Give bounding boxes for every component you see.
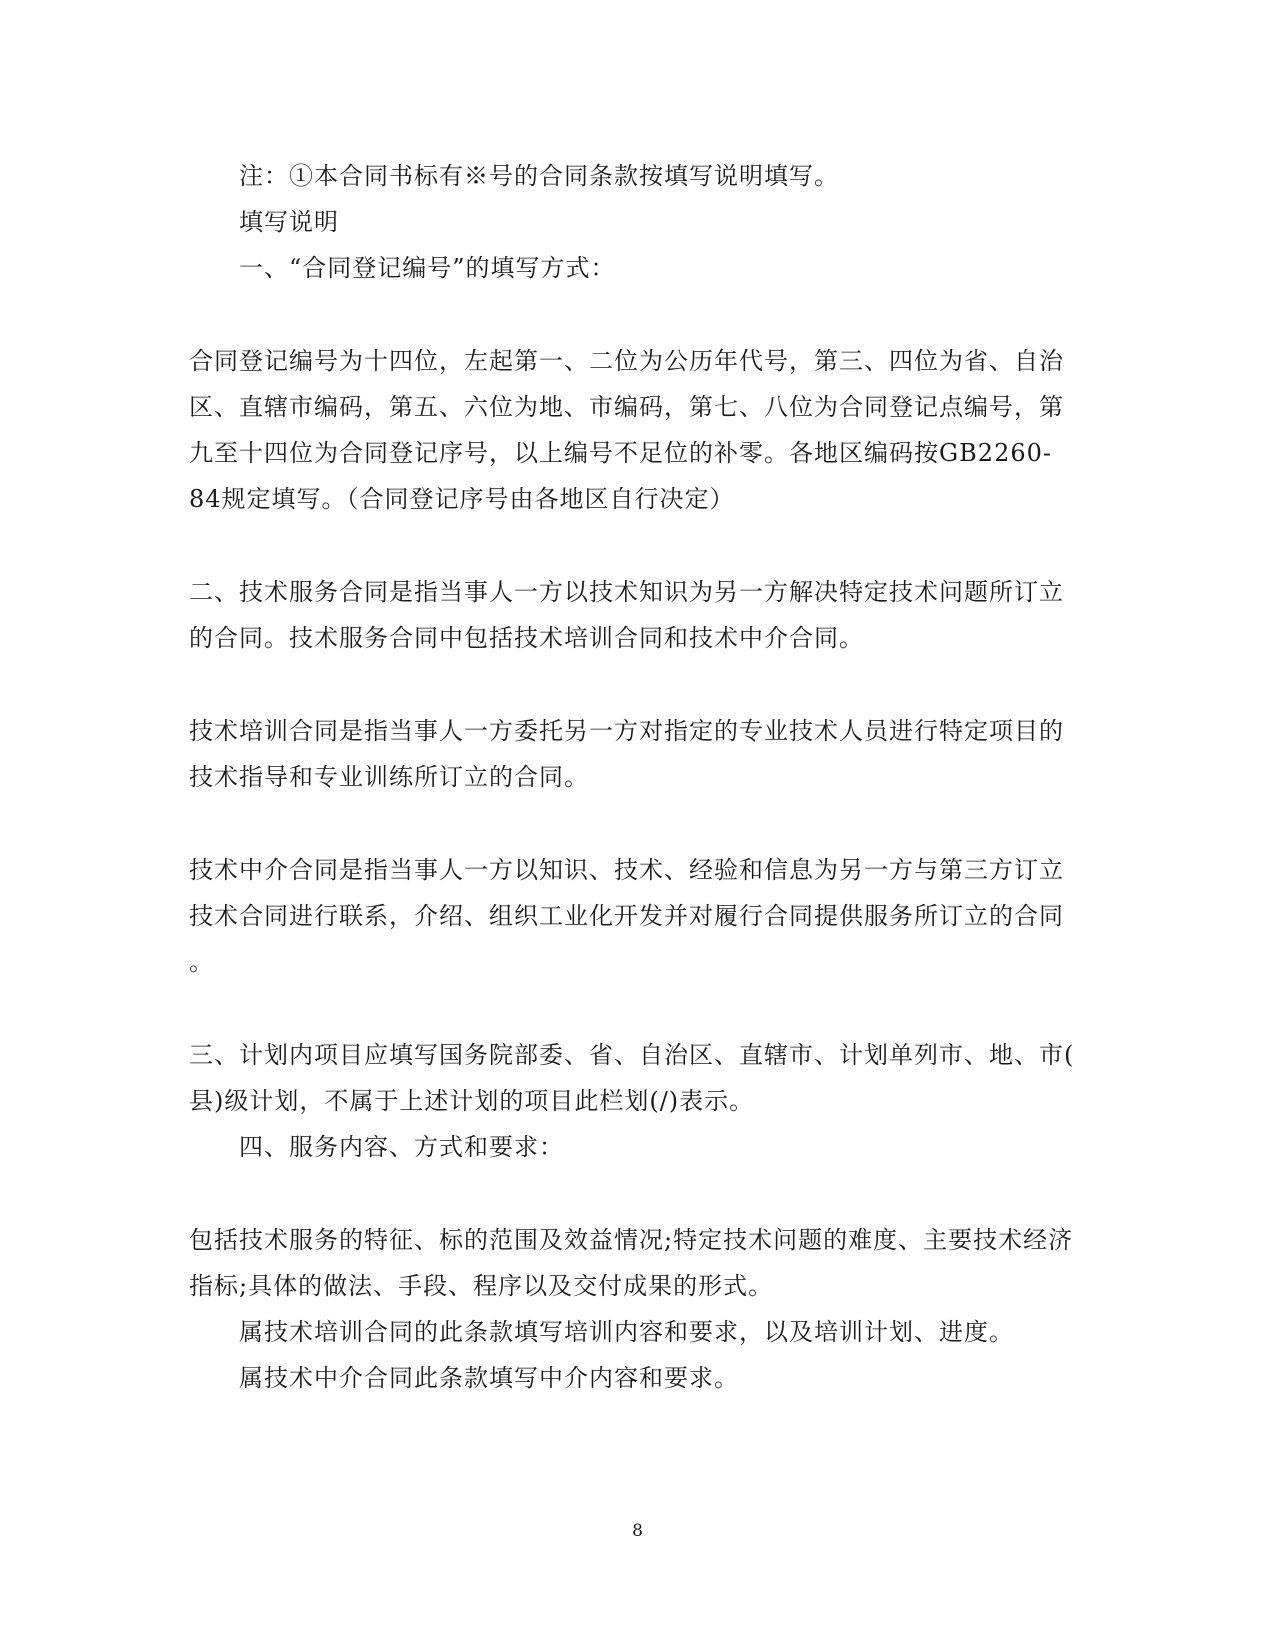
paragraph-line: 区、直辖市编码，第五、六位为地、市编码，第七、八位为合同登记点编号，第 xyxy=(189,393,1064,421)
paragraph-line: 技术中介合同是指当事人一方以知识、技术、经验和信息为另一方与第三方订立 xyxy=(189,856,1064,884)
paragraph-line: 九至十四位为合同登记序号，以上编号不足位的补零。各地区编码按GB2260- xyxy=(189,439,1052,467)
paragraph-line: 包括技术服务的特征、标的范围及效益情况;特定技术问题的难度、主要技术经济 xyxy=(189,1226,1074,1254)
section-heading: 填写说明 xyxy=(239,208,339,236)
paragraph-line: 县)级计划，不属于上述计划的项目此栏划(/)表示。 xyxy=(189,1087,755,1115)
paragraph-line: 。 xyxy=(189,948,214,976)
paragraph-line: 二、技术服务合同是指当事人一方以技术知识为另一方解决特定技术问题所订立 xyxy=(189,578,1064,606)
paragraph-line: 属技术中介合同此条款填写中介内容和要求。 xyxy=(239,1364,739,1392)
paragraph-line: 的合同。技术服务合同中包括技术培训合同和技术中介合同。 xyxy=(189,624,864,652)
page-number: 8 xyxy=(632,1521,643,1541)
paragraph-line: 技术合同进行联系，介绍、组织工业化开发并对履行合同提供服务所订立的合同 xyxy=(189,902,1064,930)
paragraph-line: 三、计划内项目应填写国务院部委、省、自治区、直辖市、计划单列市、地、市( xyxy=(189,1041,1075,1069)
item-heading: 四、服务内容、方式和要求： xyxy=(239,1133,564,1161)
paragraph-line: 合同登记编号为十四位，左起第一、二位为公历年代号，第三、四位为省、自治 xyxy=(189,347,1064,375)
paragraph-line: 属技术培训合同的此条款填写培训内容和要求，以及培训计划、进度。 xyxy=(239,1318,1014,1346)
paragraph-line: 技术指导和专业训练所订立的合同。 xyxy=(189,763,589,791)
paragraph-line: 指标;具体的做法、手段、程序以及交付成果的形式。 xyxy=(189,1272,774,1300)
item-heading: 一、“合同登记编号”的填写方式： xyxy=(239,254,616,282)
paragraph-line: 84规定填写。（合同登记序号由各地区自行决定） xyxy=(189,485,735,513)
paragraph-line: 技术培训合同是指当事人一方委托另一方对指定的专业技术人员进行特定项目的 xyxy=(189,717,1064,745)
note-line: 注：①本合同书标有※号的合同条款按填写说明填写。 xyxy=(239,162,839,190)
